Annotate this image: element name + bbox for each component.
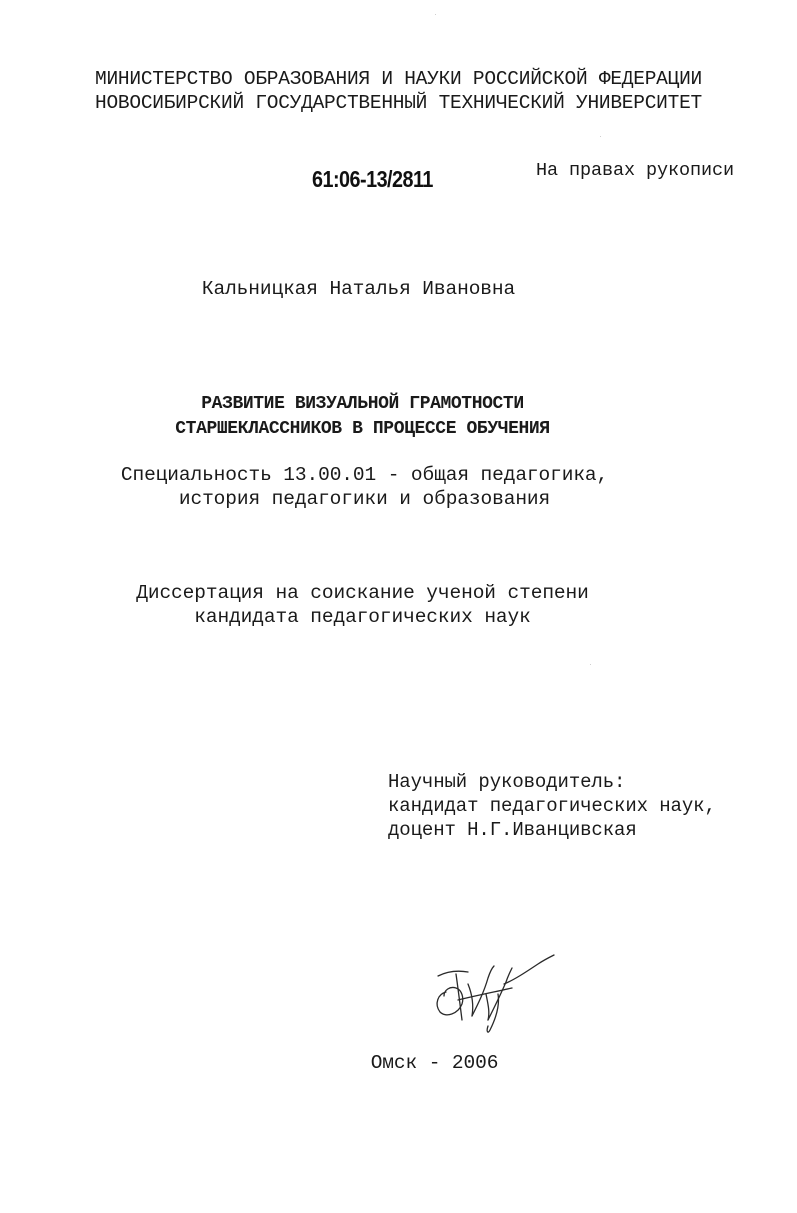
author-name: Кальницкая Наталья Ивановна bbox=[201, 278, 516, 300]
manuscript-rights-note: На правах рукописи bbox=[536, 160, 735, 181]
advisor-degree: кандидат педагогических наук, bbox=[388, 795, 716, 817]
scan-speck bbox=[590, 664, 591, 665]
degree-line-1: Диссертация на соискание ученой степени bbox=[136, 582, 589, 604]
specialty-line-1: Специальность 13.00.01 - общая педагогика, bbox=[120, 464, 609, 486]
advisor-label: Научный руководитель: bbox=[388, 771, 626, 793]
thesis-title-line-2: СТАРШЕКЛАССНИКОВ В ПРОЦЕССЕ ОБУЧЕНИЯ bbox=[175, 419, 550, 439]
thesis-title-line-1: РАЗВИТИЕ ВИЗУАЛЬНОЙ ГРАМОТНОСТИ bbox=[201, 394, 524, 414]
scan-speck bbox=[600, 136, 601, 137]
signature-icon bbox=[428, 954, 558, 1036]
specialty-line-2: история педагогики и образования bbox=[178, 488, 551, 510]
advisor-name: доцент Н.Г.Иванцивская bbox=[388, 819, 637, 841]
university-name: НОВОСИБИРСКИЙ ГОСУДАРСТВЕННЫЙ ТЕХНИЧЕСКИЙ УНИВЕРСИТЕТ bbox=[95, 92, 702, 114]
scan-speck bbox=[435, 14, 436, 15]
place-year: Омск - 2006 bbox=[370, 1052, 499, 1074]
catalog-number: 61:06-13/2811 bbox=[312, 166, 433, 192]
degree-line-2: кандидата педагогических наук bbox=[194, 606, 531, 628]
ministry-name: МИНИСТЕРСТВО ОБРАЗОВАНИЯ И НАУКИ РОССИЙСКОЙ ФЕДЕРАЦИИ bbox=[95, 68, 702, 90]
